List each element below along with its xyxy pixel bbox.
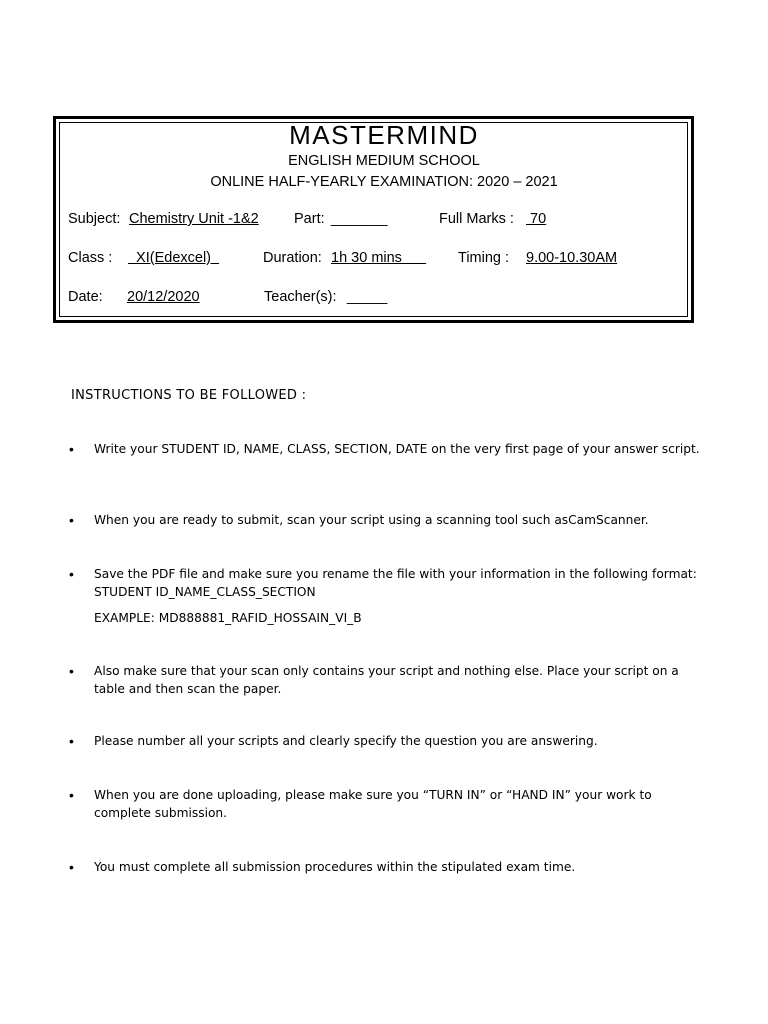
teacher-label: Teacher(s): xyxy=(264,289,337,305)
teacher-value: _____ xyxy=(347,289,388,305)
date-value: 20/12/2020 xyxy=(127,289,200,305)
school-title: MASTERMIND xyxy=(289,120,479,150)
instruction-item: Save the PDF file and make sure you rename the file with your information in the following format: STUDENT ID_NAME_CLASS_SECTION xyxy=(94,567,697,599)
duration-value: 1h 30 mins xyxy=(331,250,427,266)
bullet-icon: • xyxy=(69,441,74,457)
instruction-item: Write your STUDENT ID, NAME, CLASS, SECTION, DATE on the very first page of your answer script. xyxy=(94,442,700,456)
subject-value: Chemistry Unit -1&2 xyxy=(129,211,259,227)
instruction-item: When you are ready to submit, scan your script using a scanning tool such asCamScanner. xyxy=(94,513,649,527)
school-subtitle: ENGLISH MEDIUM SCHOOL xyxy=(288,153,480,169)
bullet-icon: • xyxy=(69,787,74,803)
duration-label: Duration: xyxy=(263,250,322,266)
class-label: Class : xyxy=(68,250,113,266)
instructions-heading: INSTRUCTIONS TO BE FOLLOWED : xyxy=(71,388,307,403)
full-marks-label: Full Marks : xyxy=(439,211,514,227)
instruction-item: Also make sure that your scan only contains your script and nothing else. Place your script on a table and then scan the paper. xyxy=(94,664,679,696)
bullet-icon: • xyxy=(69,733,74,749)
bullet-icon: • xyxy=(69,566,74,582)
instruction-item: When you are done uploading, please make sure you “TURN IN” or “HAND IN” your work to complete submission. xyxy=(94,788,652,820)
filename-example: EXAMPLE: MD888881_RAFID_HOSSAIN_VI_B xyxy=(94,611,362,625)
exam-title: ONLINE HALF-YEARLY EXAMINATION: 2020 – 2021 xyxy=(210,174,558,190)
class-value: XI(Edexcel) xyxy=(128,250,220,266)
bullet-icon: • xyxy=(69,859,74,875)
timing-label: Timing : xyxy=(458,250,510,266)
date-label: Date: xyxy=(68,289,103,305)
bullet-icon: • xyxy=(69,512,74,528)
instruction-item: Please number all your scripts and clearly specify the question you are answering. xyxy=(94,734,598,748)
subject-label: Subject: xyxy=(68,211,121,227)
instruction-item: You must complete all submission procedures within the stipulated exam time. xyxy=(94,860,576,874)
part-value: _______ xyxy=(331,211,388,227)
timing-value: 9.00-10.30AM xyxy=(526,250,618,266)
bullet-icon: • xyxy=(69,663,74,679)
part-label: Part: xyxy=(294,211,325,227)
full-marks-value: 70 xyxy=(526,211,547,227)
